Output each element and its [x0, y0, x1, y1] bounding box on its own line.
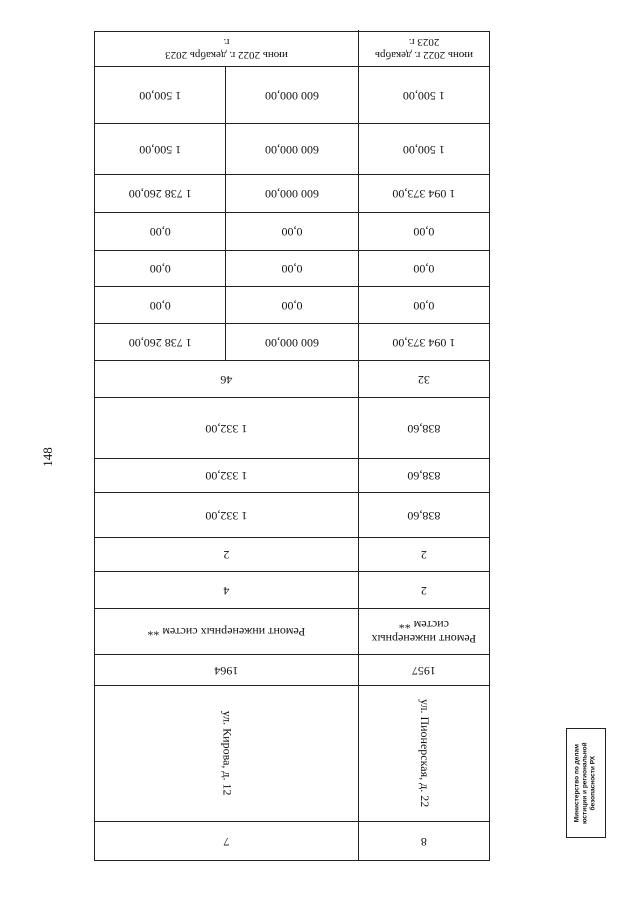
address-text: ул. Пионерская, д. 22	[417, 699, 432, 808]
table-cell: 1 500,00	[95, 124, 226, 174]
table-cell: 838,60	[407, 508, 441, 523]
table-cell: 1 332,00	[95, 493, 359, 537]
table-cell: 1 500,00	[402, 88, 445, 103]
table-row	[95, 251, 489, 287]
table-cell: 1 500,00	[402, 142, 445, 157]
table-cell: июнь 2022 г. декабрь 2023 г.	[95, 30, 359, 66]
table-cell	[95, 686, 359, 821]
stamp-line: Министерство по делам	[573, 743, 581, 823]
table-cell: 2	[95, 538, 359, 571]
table-cell: 32	[417, 372, 430, 387]
table-row	[95, 67, 489, 124]
table-row	[95, 655, 489, 686]
table-cell: 1 332,00	[95, 398, 359, 458]
table-cell: 1964	[95, 655, 359, 685]
stamp-text	[574, 742, 598, 824]
table-cell: 7	[95, 822, 359, 860]
table-cell: 0,00	[95, 287, 226, 323]
table-cell: 0,00	[95, 251, 226, 286]
table-cell: 0,00	[413, 298, 435, 313]
table-row	[95, 609, 489, 655]
table-cell: 0,00	[413, 225, 435, 240]
table-row	[95, 175, 489, 213]
table-cell: 0,00	[226, 251, 358, 286]
table-cell: 600 000,00	[226, 124, 358, 174]
stamp-line: безопасности РХ	[590, 755, 598, 811]
table-row	[95, 324, 489, 361]
table-row	[95, 822, 489, 860]
table-cell: 0,00	[226, 287, 358, 323]
table-cell: 1 094 373,00	[392, 335, 456, 350]
table-row	[95, 213, 489, 251]
document-table	[94, 31, 490, 861]
table-row	[95, 572, 489, 609]
table-cell: 1957	[411, 663, 436, 678]
table-cell: Ремонт инженерных систем **	[95, 609, 359, 654]
table-cell: 4	[95, 572, 359, 608]
table-cell: Ремонт инженерных систем **	[371, 618, 477, 647]
table-cell: 46	[95, 361, 359, 397]
table-row	[95, 459, 489, 493]
table-cell: 8	[420, 834, 427, 849]
table-cell: 838,60	[407, 469, 441, 484]
table-cell: 838,60	[407, 421, 441, 436]
table-cell: июнь 2022 г. декабрь 2023 г.	[375, 36, 473, 61]
table-cell	[359, 686, 489, 821]
table-cell: 0,00	[226, 213, 358, 250]
table-cell: 1 500,00	[95, 67, 226, 123]
table-cell: 1 738 260,00	[95, 324, 226, 360]
table-cell: 0,00	[413, 262, 435, 277]
ministry-stamp	[566, 728, 606, 838]
page-number-text: 148	[40, 447, 55, 467]
table-row	[95, 493, 489, 538]
table-row	[95, 124, 489, 175]
table-row	[95, 538, 489, 572]
page-number	[38, 442, 58, 472]
table-cell: 600 000,00	[226, 175, 358, 212]
table-cell: 0,00	[95, 213, 226, 250]
table-row	[95, 287, 489, 324]
table-row	[95, 30, 489, 67]
table-cell: 2	[420, 583, 427, 598]
table-row	[95, 361, 489, 398]
table-row	[95, 686, 489, 822]
stamp-line: юстиции и региональной	[581, 742, 589, 824]
table-cell: 1 332,00	[95, 459, 359, 492]
table-cell: 600 000,00	[226, 67, 358, 123]
table-cell: 600 000,00	[226, 324, 358, 360]
table-row	[95, 398, 489, 459]
table-cell: 2	[420, 548, 427, 563]
address-text: ул. Кирова, д. 12	[220, 711, 235, 796]
table-cell: 1 094 373,00	[392, 187, 456, 202]
table-cell: 1 738 260,00	[95, 175, 226, 212]
